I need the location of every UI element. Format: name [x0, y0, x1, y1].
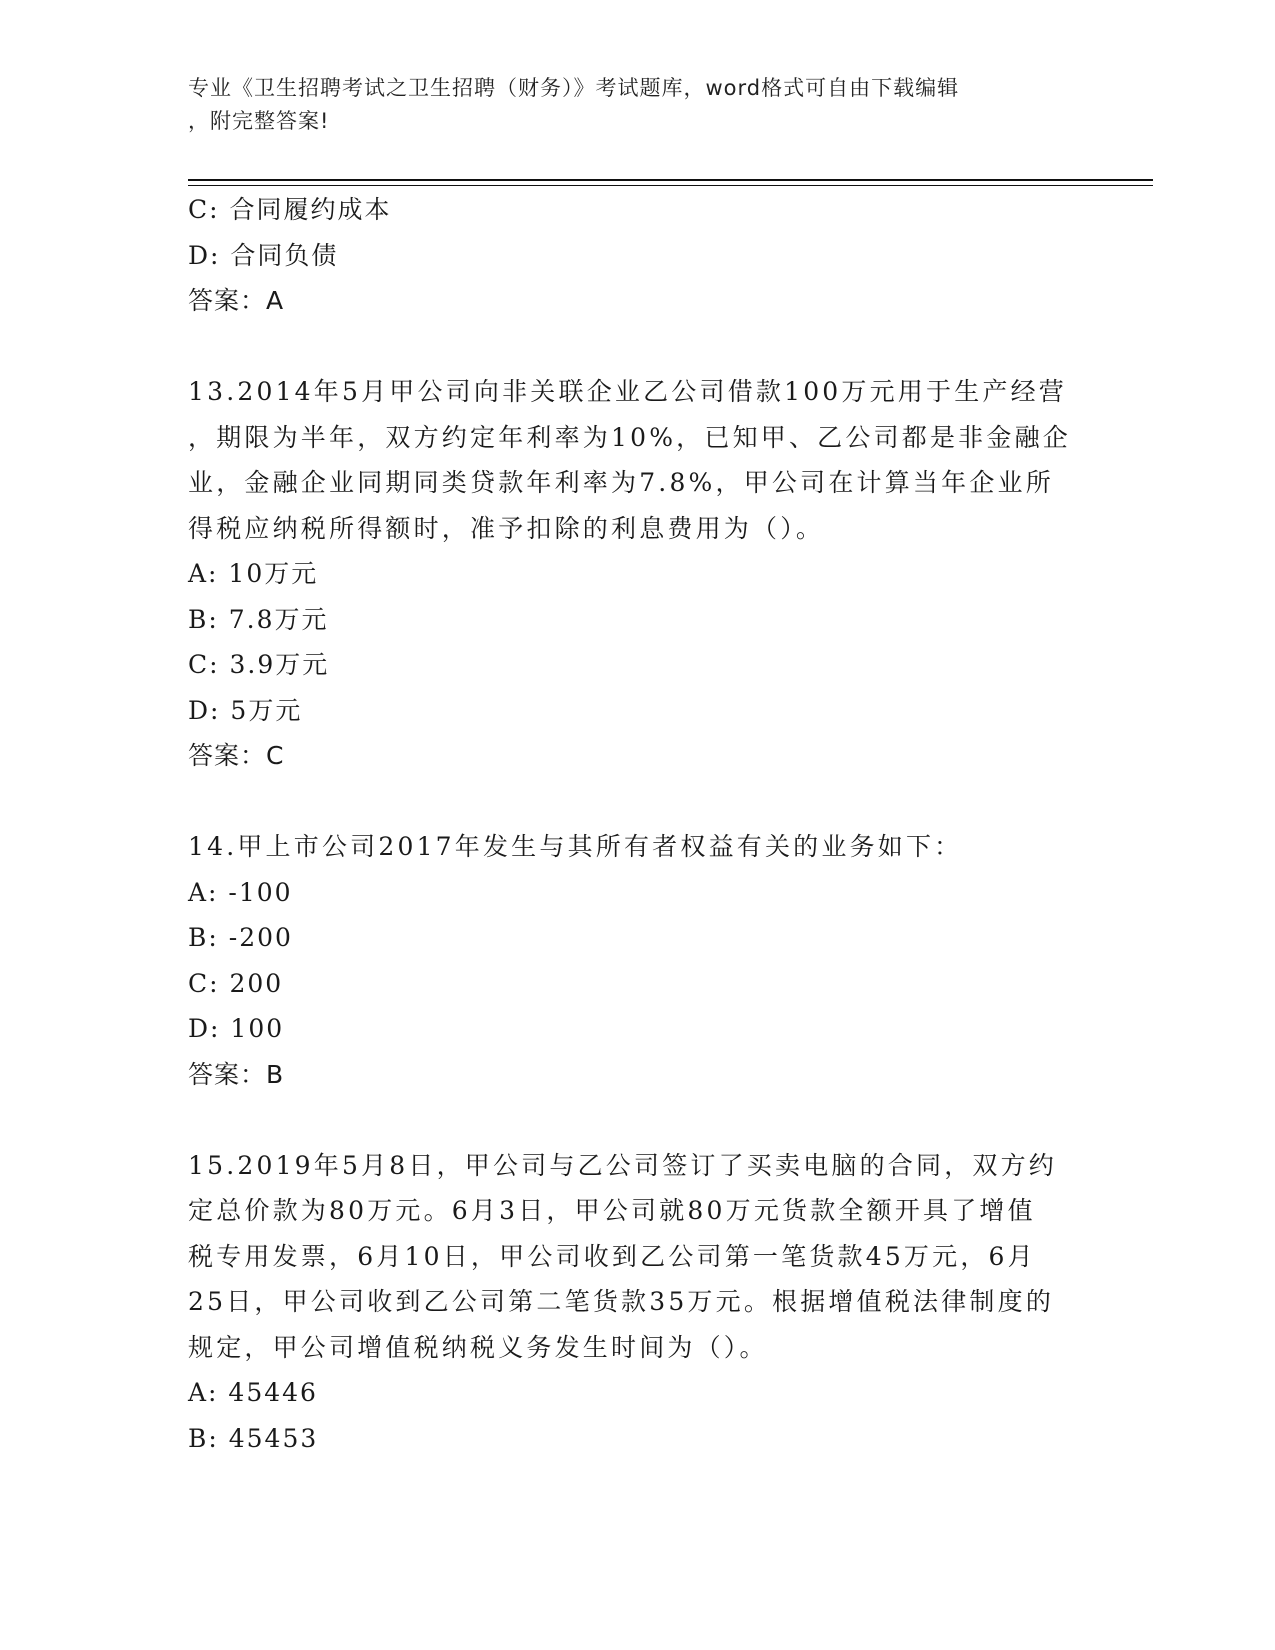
option-d: D: 合同负债	[188, 240, 339, 270]
question-text	[188, 369, 1088, 551]
header-divider-thick	[188, 179, 1153, 181]
question-text-line: 25日，甲公司收到乙公司第二笔货款35万元。根据增值税法律制度的	[188, 1287, 1055, 1316]
option-c: C: 3.9万元	[188, 650, 330, 679]
question-12-tail	[188, 187, 1088, 324]
option-a: A: 45446	[188, 1378, 318, 1407]
question-text	[188, 824, 1088, 870]
option-b: B: -200	[188, 923, 293, 952]
header-divider-thin	[188, 185, 1153, 186]
question-list	[188, 187, 1088, 1461]
question-text	[188, 1143, 1088, 1371]
option-a: A: -100	[188, 877, 293, 907]
question-text-line: 规定，甲公司增值税纳税义务发生时间为（）。	[188, 1332, 768, 1362]
header-title-line-1: 专业《卫生招聘考试之卫生招聘（财务）》考试题库，word格式可自由下载编辑	[188, 76, 960, 100]
question-text-line: 14.甲上市公司2017年发生与其所有者权益有关的业务如下：	[188, 832, 963, 861]
option-a: A: 10万元	[188, 559, 319, 588]
option-d: D: 100	[188, 1014, 285, 1043]
spacer	[188, 324, 1088, 370]
option-c: C: 合同履约成本	[188, 195, 392, 224]
answer-line: 答案：A	[188, 286, 285, 315]
question-text-line: 13.2014年5月甲公司向非关联企业乙公司借款100万元用于生产经营	[188, 377, 1068, 406]
question-text-line: 税专用发票，6月10日，甲公司收到乙公司第一笔货款45万元，6月	[188, 1241, 1036, 1271]
spacer	[188, 1097, 1088, 1143]
header-title-line-2: ，附完整答案!	[188, 109, 330, 133]
question-text-line: 定总价款为80万元。6月3日，甲公司就80万元货款全额开具了增值	[188, 1196, 1036, 1225]
page-header	[188, 72, 1078, 138]
option-b: B: 7.8万元	[188, 604, 329, 634]
option-b: B: 45453	[188, 1423, 319, 1453]
question-14	[188, 824, 1088, 1097]
spacer	[188, 779, 1088, 825]
option-d: D: 5万元	[188, 695, 303, 725]
answer-line: 答案：C	[188, 741, 285, 770]
question-15	[188, 1143, 1088, 1462]
question-13	[188, 369, 1088, 779]
question-text-line: ，期限为半年，双方约定年利率为10%，已知甲、乙公司都是非金融企	[188, 422, 1071, 452]
question-text-line: 业，金融企业同期同类贷款年利率为7.8%，甲公司在计算当年企业所	[188, 468, 1054, 497]
answer-line: 答案：B	[188, 1059, 285, 1089]
question-text-line: 得税应纳税所得额时，准予扣除的利息费用为（）。	[188, 513, 825, 543]
question-text-line: 15.2019年5月8日，甲公司与乙公司签订了买卖电脑的合同，双方约	[188, 1150, 1057, 1180]
option-c: C: 200	[188, 968, 284, 998]
